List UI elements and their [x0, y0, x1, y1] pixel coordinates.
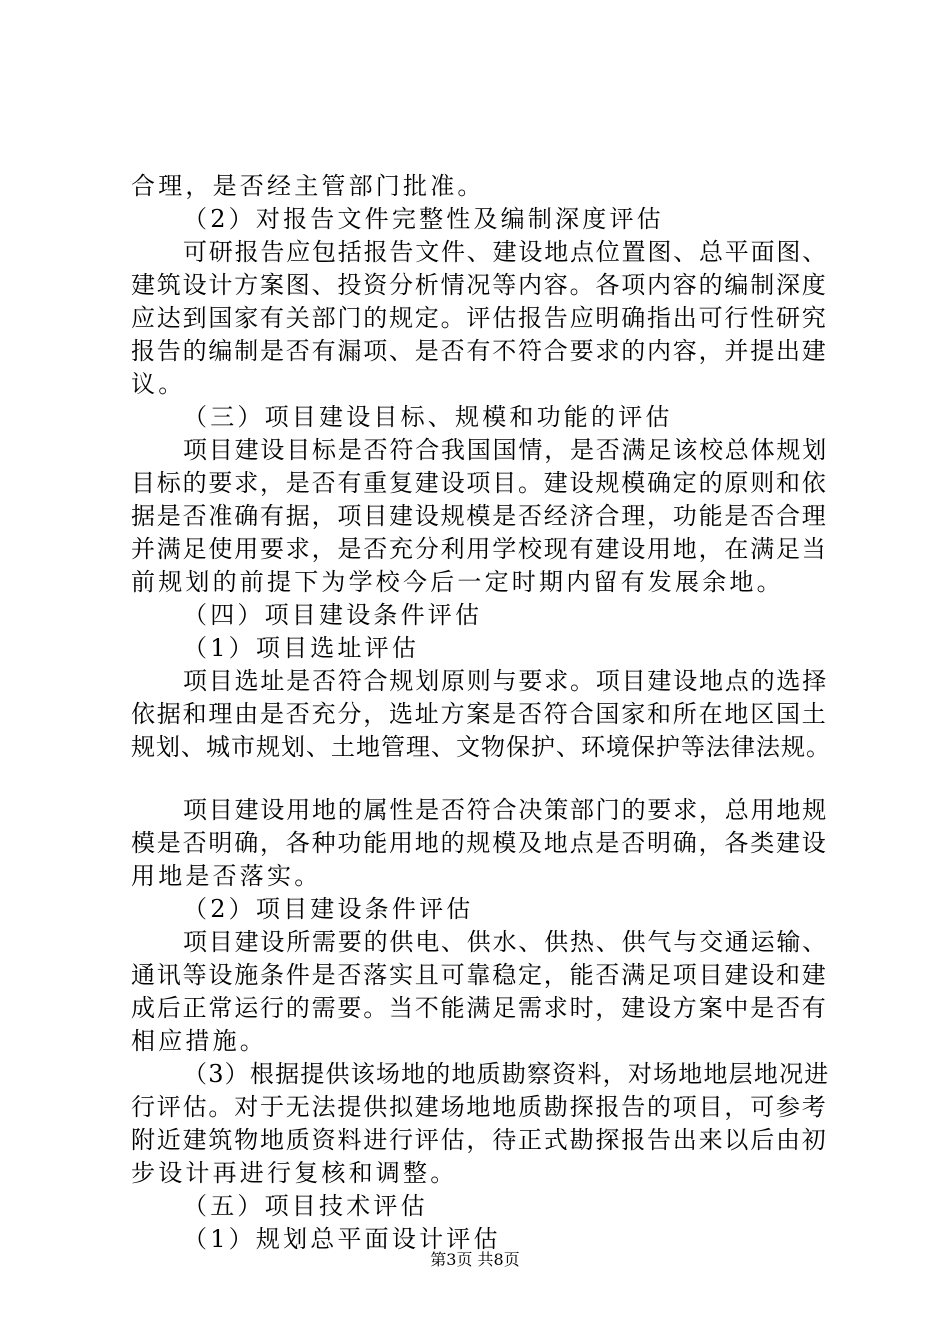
text-line: 应达到国家有关部门的规定。评估报告应明确指出可行性研究: [131, 304, 828, 332]
section-heading: （五）项目技术评估: [183, 1192, 428, 1220]
text-line: 建筑设计方案图、投资分析情况等内容。各项内容的编制深度: [131, 271, 828, 299]
text-line: 通讯等设施条件是否落实且可靠稳定，能否满足项目建设和建: [131, 961, 828, 989]
text-line: 并满足使用要求，是否充分利用学校现有建设用地，在满足当: [131, 535, 828, 563]
text-line: 报告的编制是否有漏项、是否有不符合要求的内容，并提出建: [131, 337, 828, 365]
text-line: 依据和理由是否充分，选址方案是否符合国家和所在地区国土: [131, 700, 828, 728]
section-heading: （四）项目建设条件评估: [183, 601, 483, 629]
subheading: （1）项目选址评估: [183, 634, 420, 662]
paragraph-start: 可研报告应包括报告文件、建设地点位置图、总平面图、: [183, 238, 828, 266]
subheading: （2）项目建设条件评估: [183, 895, 474, 923]
text-line: 据是否准确有据，项目建设规模是否经济合理，功能是否合理: [131, 502, 828, 530]
paragraph-start: 项目建设所需要的供电、供水、供热、供气与交通运输、: [183, 928, 828, 956]
paragraph-start: （3）根据提供该场地的地质勘察资料，对场地地层地况进: [183, 1060, 830, 1088]
paragraph-start: 项目建设用地的属性是否符合决策部门的要求，总用地规: [183, 796, 828, 824]
text-line: 成后正常运行的需要。当不能满足需求时，建设方案中是否有: [131, 994, 828, 1022]
text-line: 目标的要求，是否有重复建设项目。建设规模确定的原则和依: [131, 469, 828, 497]
page-footer: 第3页 共8页: [430, 1250, 520, 1269]
text-line: 行评估。对于无法提供拟建场地地质勘探报告的项目，可参考: [131, 1093, 828, 1121]
body-text: [131, 170, 831, 1256]
text-line: 模是否明确，各种功能用地的规模及地点是否明确，各类建设: [131, 829, 828, 857]
text-line: 用地是否落实。: [131, 862, 322, 890]
text-line: 相应措施。: [131, 1027, 267, 1055]
paragraph-gap: [131, 764, 831, 794]
text-line: 议。: [131, 370, 186, 398]
subheading: （1）规划总平面设计评估: [183, 1225, 501, 1253]
subheading: （2）对报告文件完整性及编制深度评估: [183, 205, 664, 233]
text-line: 前规划的前提下为学校今后一定时期内留有发展余地。: [131, 568, 784, 596]
paragraph-start: 项目建设目标是否符合我国国情，是否满足该校总体规划: [183, 436, 828, 464]
section-heading: （三）项目建设目标、规模和功能的评估: [183, 403, 673, 431]
text-line: 合理，是否经主管部门批准。: [131, 172, 485, 200]
text-line: 规划、城市规划、土地管理、文物保护、环境保护等法律法规。: [131, 733, 831, 761]
text-line: 步设计再进行复核和调整。: [131, 1159, 458, 1187]
text-line: 附近建筑物地质资料进行评估，待正式勘探报告出来以后由初: [131, 1126, 828, 1154]
paragraph-start: 项目选址是否符合规划原则与要求。项目建设地点的选择: [183, 667, 828, 695]
